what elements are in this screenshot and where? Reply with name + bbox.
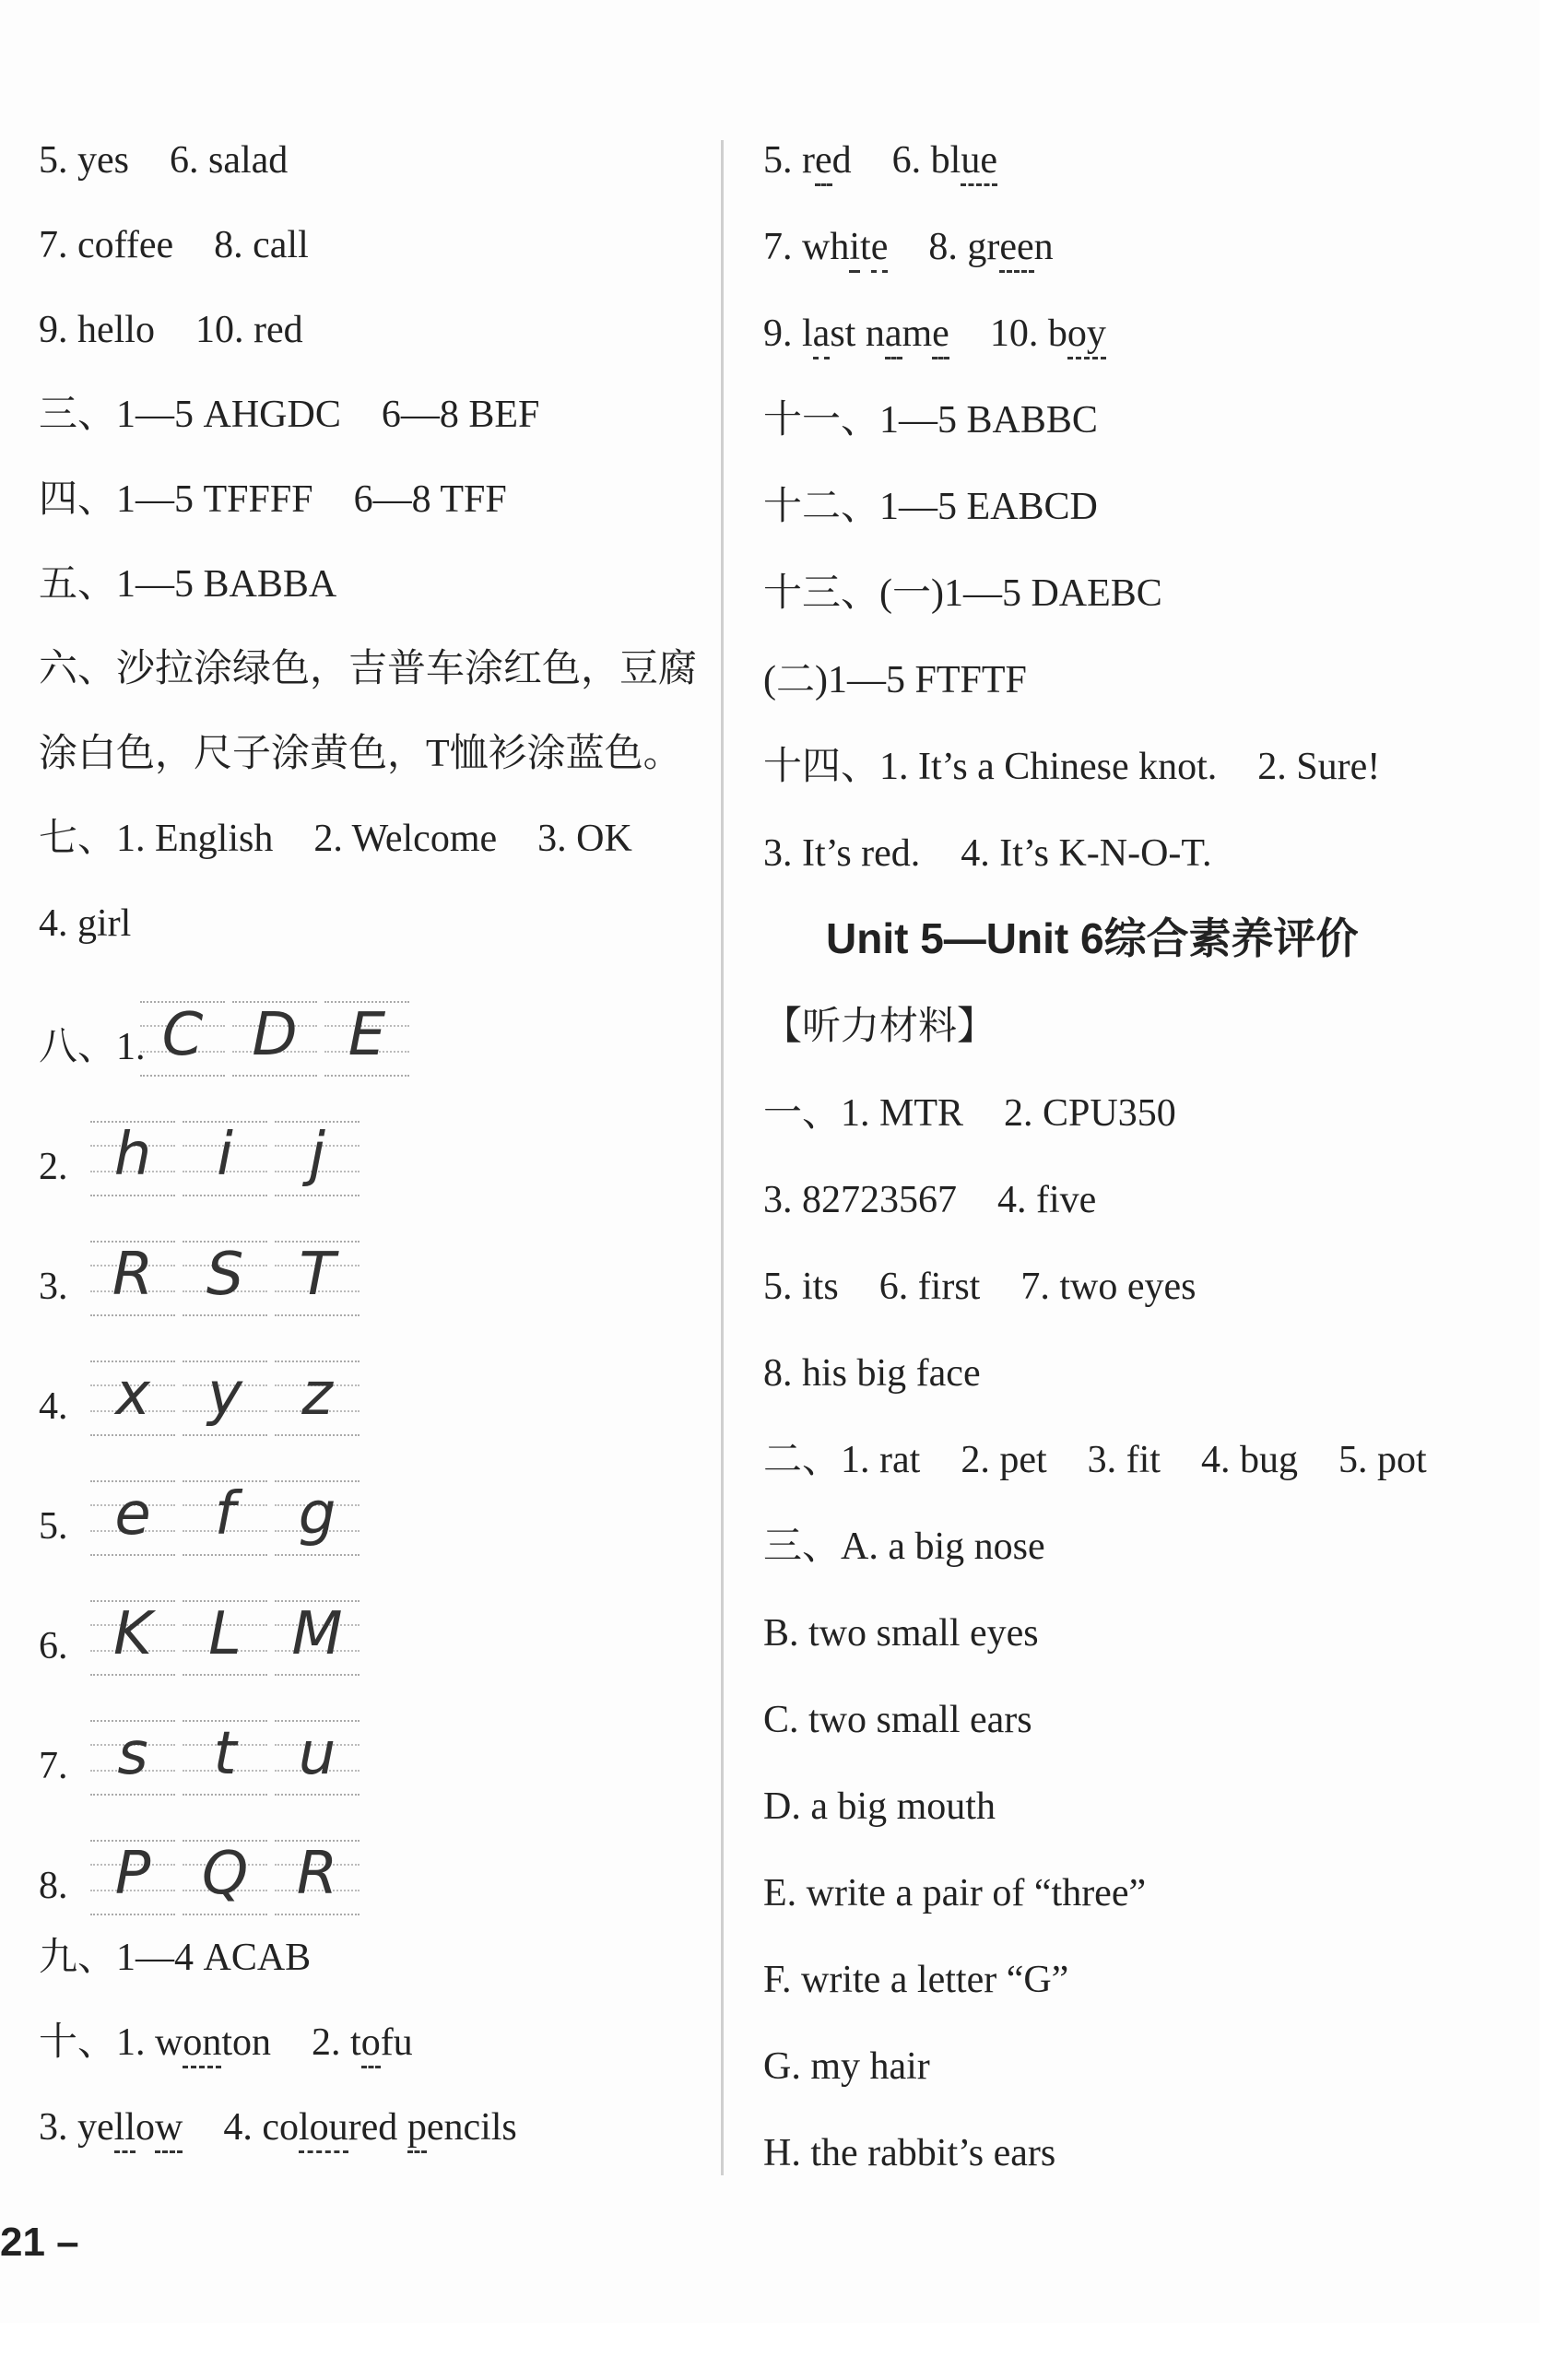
answer-text: 2. Welcome (313, 818, 498, 860)
answer-text: 3. ye (39, 2106, 114, 2149)
handwriting-row (39, 1831, 371, 1923)
handwritten-letter: e (114, 1480, 151, 1549)
handwriting-cell (183, 1471, 267, 1563)
answer-text: 九、1—4 ACAB (39, 1937, 312, 1979)
answer-text: 七、1. English (39, 818, 274, 860)
answer-text: 十四、1. It’s a Chinese knot. (763, 746, 1218, 788)
handwriting-cell (232, 992, 317, 1084)
answer-line (39, 2103, 517, 2151)
handwriting-cell (275, 1591, 360, 1683)
answer-line (763, 1956, 1068, 2004)
answer-text: 六、沙拉涂绿色，吉普车涂红色，豆腐 (39, 648, 698, 690)
answer-line (39, 476, 507, 524)
answer-text: 5. pot (1338, 1439, 1427, 1481)
handwriting-cell (183, 1112, 267, 1204)
handwriting-cell (275, 1351, 360, 1443)
answer-line (763, 830, 1211, 878)
answer-text: 7. coffee (39, 224, 174, 266)
answer-text: 4. five (997, 1179, 1097, 1221)
answer-text: t (860, 226, 871, 268)
answer-text: 一、1. MTR (763, 1092, 964, 1135)
answer-text: 7. wh (763, 226, 850, 268)
handwritten-letter: h (113, 1121, 152, 1189)
answer-text: 涂白色，尺子涂黄色，T恤衫涂蓝色。 (39, 733, 682, 775)
handwriting-cell (90, 1471, 175, 1563)
answer-text: B. two small eyes (763, 1612, 1039, 1655)
handwritten-letter: Q (201, 1840, 249, 1908)
handwriting-row (39, 1231, 371, 1324)
answer-text: 5. its (763, 1266, 839, 1308)
handwriting-cell (275, 1471, 360, 1563)
item-number: 8. (39, 1865, 68, 1907)
handwriting-row (39, 1112, 371, 1204)
underlined-letters: o (361, 2021, 381, 2068)
underlined-letters: e (815, 139, 832, 186)
handwritten-letter: z (301, 1361, 333, 1429)
handwriting-cell (90, 1591, 175, 1683)
answer-text: D. a big mouth (763, 1785, 996, 1828)
answer-text: m (902, 312, 933, 355)
answer-text: 5. yes (39, 139, 129, 182)
answer-text: 【听力材料】 (763, 1006, 996, 1048)
answer-line (763, 483, 1098, 531)
handwritten-letter: D (252, 1001, 298, 1069)
item-number: 6. (39, 1625, 68, 1667)
underlined-letters: oy (1067, 312, 1106, 359)
handwritten-letter: C (161, 1001, 204, 1069)
handwritten-letter: L (208, 1600, 242, 1668)
answer-line (763, 1869, 1146, 1917)
answer-text: 2. Sure! (1257, 746, 1381, 788)
handwritten-letter: j (309, 1121, 325, 1189)
answer-text: C. two small ears (763, 1699, 1032, 1741)
underlined-letters: w (155, 2106, 183, 2153)
item-number: 5. (39, 1505, 68, 1548)
answer-text: d (831, 139, 852, 182)
handwritten-letter: f (214, 1480, 236, 1549)
answer-line (763, 1090, 1176, 1137)
handwriting-cell (183, 1231, 267, 1324)
handwriting-cell (90, 1711, 175, 1803)
answer-text: 8. his big face (763, 1352, 981, 1395)
answer-line (763, 310, 1106, 358)
answer-text: 6. bl (891, 139, 961, 182)
answer-line (39, 815, 632, 863)
answer-text: 四、1—5 TFFFF (39, 478, 313, 521)
answer-text: 三、A. a big nose (763, 1526, 1045, 1568)
column-divider (721, 140, 724, 2175)
answer-text: 4. girl (39, 902, 132, 945)
answer-text: 6. salad (170, 139, 289, 182)
underlined-letters: a (885, 312, 902, 359)
handwritten-letter: x (115, 1361, 150, 1429)
underlined-letters: i (849, 226, 860, 273)
handwritten-letter: u (298, 1720, 336, 1788)
answer-text: 8. gr (928, 226, 1000, 268)
handwriting-row (39, 1711, 371, 1803)
handwriting-row (39, 1591, 371, 1683)
answer-line (39, 560, 336, 608)
handwriting-cell (275, 1231, 360, 1324)
handwriting-cell (90, 1112, 175, 1204)
answer-line (39, 221, 309, 269)
answer-text: 5. r (763, 139, 815, 182)
answer-text: 2. t (312, 2021, 361, 2064)
handwriting-cell (90, 1351, 175, 1443)
answer-line (39, 900, 131, 948)
answer-line (39, 136, 288, 184)
answer-text: 二、1. rat (763, 1439, 921, 1481)
answer-text: F. write a letter “G” (763, 1959, 1069, 2001)
answer-text: 3. 82723567 (763, 1179, 957, 1221)
answer-text: encils (426, 2106, 517, 2149)
answer-text: 2. CPU350 (1004, 1092, 1176, 1135)
handwritten-letter: K (113, 1600, 152, 1668)
answer-line (763, 223, 1054, 271)
answer-text: 9. l (763, 312, 813, 355)
handwriting-cell (324, 992, 409, 1084)
handwritten-letter: s (117, 1720, 148, 1788)
answer-text: 十二、1—5 EABCD (763, 486, 1098, 528)
handwritten-letter: T (299, 1241, 336, 1309)
answer-text: red (348, 2106, 407, 2149)
item-number: 7. (39, 1745, 68, 1787)
answer-text: 3. fit (1087, 1439, 1161, 1481)
answer-text: 十三、(一)1—5 DAEBC (763, 572, 1162, 615)
answer-line (763, 1696, 1032, 1744)
page-number: 21 – (0, 2220, 79, 2265)
item-number: 4. (39, 1385, 68, 1428)
answer-text: H. the rabbit’s ears (763, 2132, 1056, 2174)
answer-text: 4. It’s K-N-O-T. (961, 832, 1212, 875)
answer-line (763, 1176, 1096, 1224)
handwriting-row (39, 992, 386, 1084)
handwriting-cell (183, 1591, 267, 1683)
handwritten-letter: i (217, 1121, 233, 1189)
handwriting-cell (90, 1231, 175, 1324)
answer-line (763, 136, 997, 184)
handwritten-letter: R (296, 1840, 338, 1908)
answer-line (763, 743, 1380, 791)
section-title: Unit 5—Unit 6综合素养评价 (826, 914, 1359, 962)
answer-line (39, 2019, 413, 2067)
answer-line (763, 2043, 930, 2091)
answer-line (39, 730, 682, 778)
handwriting-row (39, 1351, 371, 1443)
handwriting-cell (90, 1831, 175, 1923)
item-number: 3. (39, 1266, 68, 1308)
answer-text: (二)1—5 FTFTF (763, 659, 1027, 701)
answer-line (763, 570, 1162, 618)
handwritten-letter: t (213, 1720, 237, 1788)
underlined-letters: ee (999, 226, 1033, 273)
underlined-letters: e (932, 312, 949, 359)
answer-line (763, 1609, 1039, 1657)
answer-text: 4. bug (1200, 1439, 1298, 1481)
handwriting-cell (183, 1351, 267, 1443)
answer-text: o (136, 2106, 155, 2149)
answer-line (39, 306, 303, 354)
answer-text: G. my hair (763, 2045, 930, 2088)
answer-text: fu (380, 2021, 413, 2064)
underlined-letters: ll (114, 2106, 136, 2153)
handwriting-cell (140, 992, 225, 1084)
answer-line (763, 396, 1098, 444)
answer-text: 五、1—5 BABBA (39, 563, 337, 606)
handwritten-letter: R (112, 1241, 154, 1309)
handwritten-letter: M (291, 1600, 343, 1668)
answer-text: 6—8 BEF (381, 394, 540, 436)
answer-line (763, 1523, 1045, 1571)
handwriting-cell (275, 1711, 360, 1803)
answer-text: 3. It’s red. (763, 832, 921, 875)
answer-text: 十、1. w (39, 2021, 183, 2064)
answer-text: 9. hello (39, 309, 155, 351)
answer-text: ton (221, 2021, 272, 2064)
answer-text: 8. call (214, 224, 309, 266)
answer-text: 4. co (223, 2106, 299, 2149)
underlined-letters: lou (299, 2106, 348, 2153)
answer-text: 10. red (195, 309, 303, 351)
handwriting-cell (275, 1831, 360, 1923)
answer-line (763, 2129, 1055, 2177)
answer-line (763, 1003, 996, 1051)
underlined-letters: ue (961, 139, 997, 186)
answer-line (763, 656, 1027, 704)
handwriting-cell (275, 1112, 360, 1204)
underlined-letters: a (813, 312, 831, 359)
handwritten-letter: P (114, 1840, 151, 1908)
answer-text: 10. b (989, 312, 1067, 355)
answer-text: st n (830, 312, 885, 355)
underlined-letters: e (871, 226, 889, 273)
answer-line (763, 1436, 1427, 1484)
answer-text: 6. first (878, 1266, 981, 1308)
handwriting-cell (183, 1831, 267, 1923)
handwritten-letter: g (298, 1480, 336, 1549)
answer-line (39, 391, 539, 439)
answer-text: 3. OK (537, 818, 632, 860)
answer-line (39, 645, 697, 693)
answer-text: n (1033, 226, 1054, 268)
item-number: 2. (39, 1146, 68, 1188)
answer-line (763, 1349, 981, 1397)
answer-text: 2. pet (961, 1439, 1047, 1481)
answer-text: 三、1—5 AHGDC (39, 394, 341, 436)
answer-text: 6—8 TFF (353, 478, 507, 521)
answer-text: 十一、1—5 BABBC (763, 399, 1098, 442)
underlined-letters: p (407, 2106, 427, 2153)
answer-text: E. write a pair of “three” (763, 1872, 1147, 1914)
answer-line (763, 1263, 1196, 1311)
answer-text: 7. two eyes (1020, 1266, 1197, 1308)
handwriting-cell (183, 1711, 267, 1803)
answer-line (39, 1934, 311, 1982)
handwriting-row (39, 1471, 371, 1563)
underlined-letters: on (183, 2021, 221, 2068)
answer-line (763, 1783, 996, 1831)
handwritten-letter: y (207, 1361, 242, 1429)
handwritten-letter: S (206, 1241, 244, 1309)
handwritten-letter: E (348, 1001, 386, 1069)
item-number: 八、1. (39, 1026, 146, 1068)
